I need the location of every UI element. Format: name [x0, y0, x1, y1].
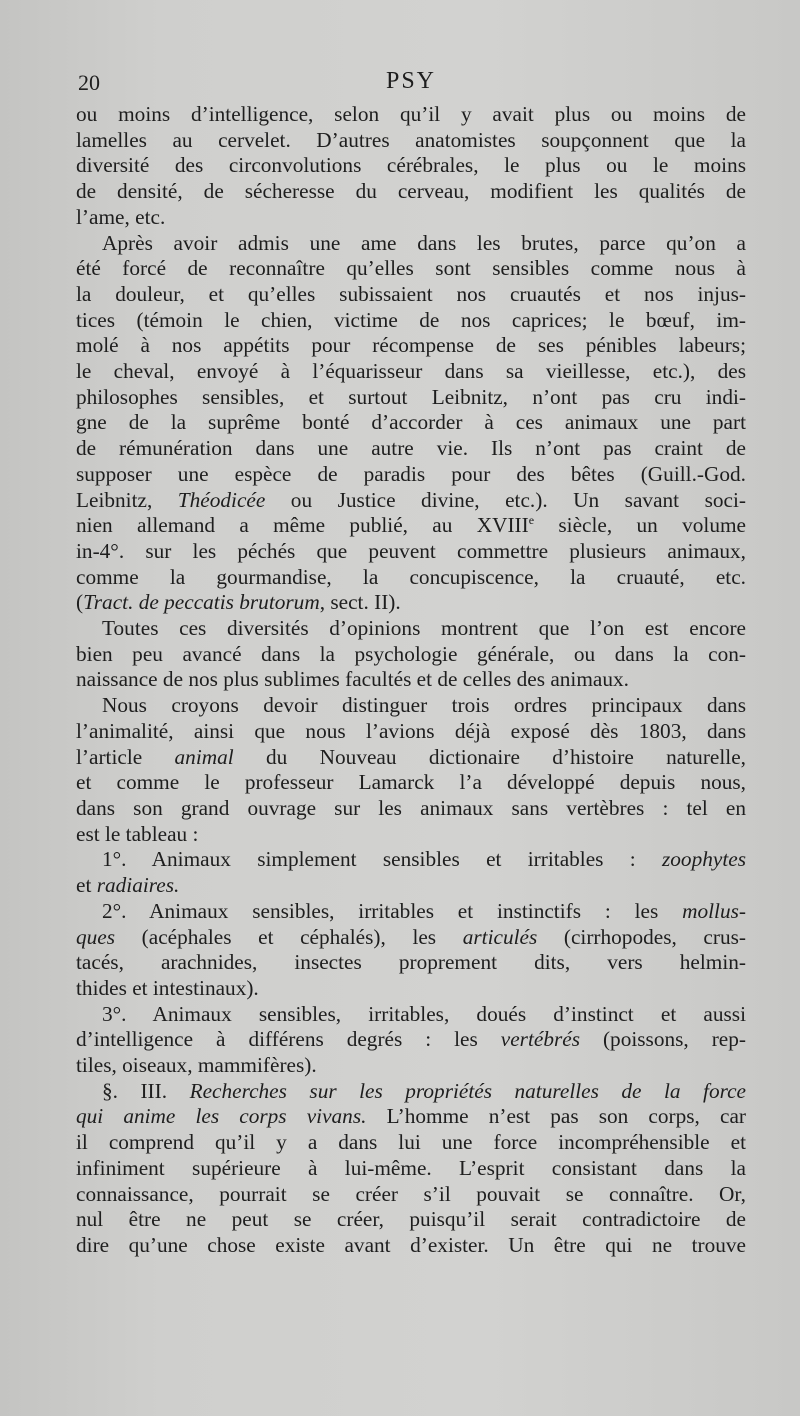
text-run: (acéphales et céphalés), les: [115, 924, 463, 949]
superscript: e: [528, 513, 535, 528]
text-line: tices (témoin le chien, victime de nos caprices; le bœuf, im-: [76, 307, 746, 332]
text-run: (poissons, rep-: [580, 1027, 746, 1052]
text-line: supposer une espèce de paradis pour des bêtes (Guill.-God.: [76, 461, 746, 486]
text-line: et comme le professeur Lamarck l’a développé depuis nous,: [76, 770, 746, 795]
text-run: 1°. Animaux simplement sensibles et irritables :: [102, 847, 662, 872]
text-line: [76, 745, 746, 771]
text-line: philosophes sensibles, et surtout Leibnitz, n’ont pas cru indi-: [76, 384, 746, 409]
text-line: [76, 1079, 746, 1105]
text-line: connaissance, pourrait se créer s’il pouvait se connaître. Or,: [76, 1181, 746, 1206]
italic-text: articulés: [462, 924, 538, 949]
italic-text: Théodicée: [177, 487, 266, 512]
text-line: Toutes ces diversités d’opinions montrent que l’on est encore: [102, 616, 746, 641]
italic-text: ques: [76, 924, 116, 949]
page-header: [78, 70, 744, 100]
text-line: tiles, oiseaux, mammifères).: [76, 1053, 317, 1078]
text-run: Leibnitz,: [76, 487, 178, 512]
text-line: [76, 873, 746, 899]
text-run: 2°. Animaux sensibles, irritables et instinctifs : les: [102, 898, 683, 923]
text-line: infiniment supérieure à lui-même. L’esprit consistant dans la: [76, 1155, 746, 1180]
page-number: 20: [78, 70, 100, 95]
text-line: [76, 899, 746, 925]
text-run: , sect. II).: [319, 590, 401, 615]
italic-text: Recherches sur les propriétés naturelles de la force: [189, 1078, 746, 1103]
text-line: in-4°. sur les péchés que peuvent commettre plusieurs animaux,: [76, 538, 746, 563]
text-run: d’intelligence à différens degrés : les: [76, 1027, 501, 1052]
text-line: naissance de nos plus sublimes facultés et de celles des animaux.: [76, 667, 629, 692]
text-line: comme la gourmandise, la concupiscence, la cruauté, etc.: [76, 564, 746, 589]
text-run: du Nouveau dictionaire d’histoire naturelle,: [233, 744, 746, 769]
text-line: [76, 590, 746, 616]
text-run: ou Justice divine, etc.). Un savant soci-: [265, 487, 746, 512]
text-line: est le tableau :: [76, 821, 199, 846]
body-text: [76, 102, 746, 1259]
text-line: il comprend qu’il y a dans lui une force incompréhensible et: [76, 1130, 746, 1155]
text-line: diversité des circonvolutions cérébrales, le plus ou le moins: [76, 153, 746, 178]
italic-text: qui anime les corps vivans.: [76, 1104, 367, 1129]
running-head: PSY: [385, 68, 437, 94]
text-line: [76, 488, 746, 514]
text-line: dans son grand ouvrage sur les animaux sans vertèbres : tel en: [76, 795, 746, 820]
text-run: (: [76, 590, 84, 615]
text-line: l’ame, etc.: [76, 204, 166, 229]
text-run: (cirrhopodes, crus-: [537, 924, 746, 949]
text-line: thides et intestinaux).: [76, 975, 259, 1000]
italic-text: animal: [174, 744, 234, 769]
text-line: la douleur, et qu’elles subissaient nos cruautés et nos injus-: [76, 281, 746, 306]
text-line: [76, 513, 746, 539]
text-line: été forcé de reconnaître qu’elles sont sensibles comme nous à: [76, 256, 746, 281]
text-line: l’animalité, ainsi que nous l’avions déjà exposé dès 1803, dans: [76, 718, 746, 743]
text-line: gne de la suprême bonté d’accorder à ces animaux une part: [76, 410, 746, 435]
italic-text: mollus-: [682, 898, 746, 923]
text-run: nien allemand a même publié, au XVIII: [76, 513, 529, 538]
italic-text: radiaires.: [96, 873, 180, 898]
text-line: lamelles au cervelet. D’autres anatomistes soupçonnent que la: [76, 127, 746, 152]
italic-text: zoophytes: [662, 847, 746, 872]
text-run: siècle, un volume: [534, 513, 746, 538]
text-line: tacés, arachnides, insectes proprement dits, vers helmin-: [76, 950, 746, 975]
text-line: Après avoir admis une ame dans les brutes, parce qu’on a: [102, 230, 746, 255]
text-line: ou moins d’intelligence, selon qu’il y avait plus ou moins de: [76, 102, 746, 126]
text-run: l’article: [76, 744, 175, 769]
text-line: bien peu avancé dans la psychologie générale, ou dans la con-: [76, 641, 746, 666]
italic-text: Tract. de peccatis brutorum: [83, 590, 320, 615]
text-line: Nous croyons devoir distinguer trois ordres principaux dans: [102, 693, 746, 718]
text-line: molé à nos appétits pour récompense de ses pénibles labeurs;: [76, 333, 746, 358]
text-run: L’homme n’est pas son corps, car: [366, 1104, 746, 1129]
text-line: dire qu’une chose existe avant d’exister. Un être qui ne trouve: [76, 1232, 746, 1257]
text-line: nul être ne peut se créer, puisqu’il serait contradictoire de: [76, 1207, 746, 1232]
text-line: de rémunération dans une autre vie. Ils n’ont pas craint de: [76, 436, 746, 461]
text-line: [76, 1104, 746, 1130]
text-line: 3°. Animaux sensibles, irritables, doués d’instinct et aussi: [102, 1001, 746, 1026]
text-run: §. III.: [102, 1078, 190, 1103]
text-line: [76, 847, 746, 873]
text-line: [76, 925, 746, 951]
text-line: le cheval, envoyé à l’équarisseur dans sa vieillesse, etc.), des: [76, 359, 746, 384]
text-run: et: [76, 873, 97, 898]
italic-text: vertébrés: [500, 1027, 580, 1052]
text-line: [76, 1027, 746, 1053]
text-line: de densité, de sécheresse du cerveau, modifient les qualités de: [76, 179, 746, 204]
